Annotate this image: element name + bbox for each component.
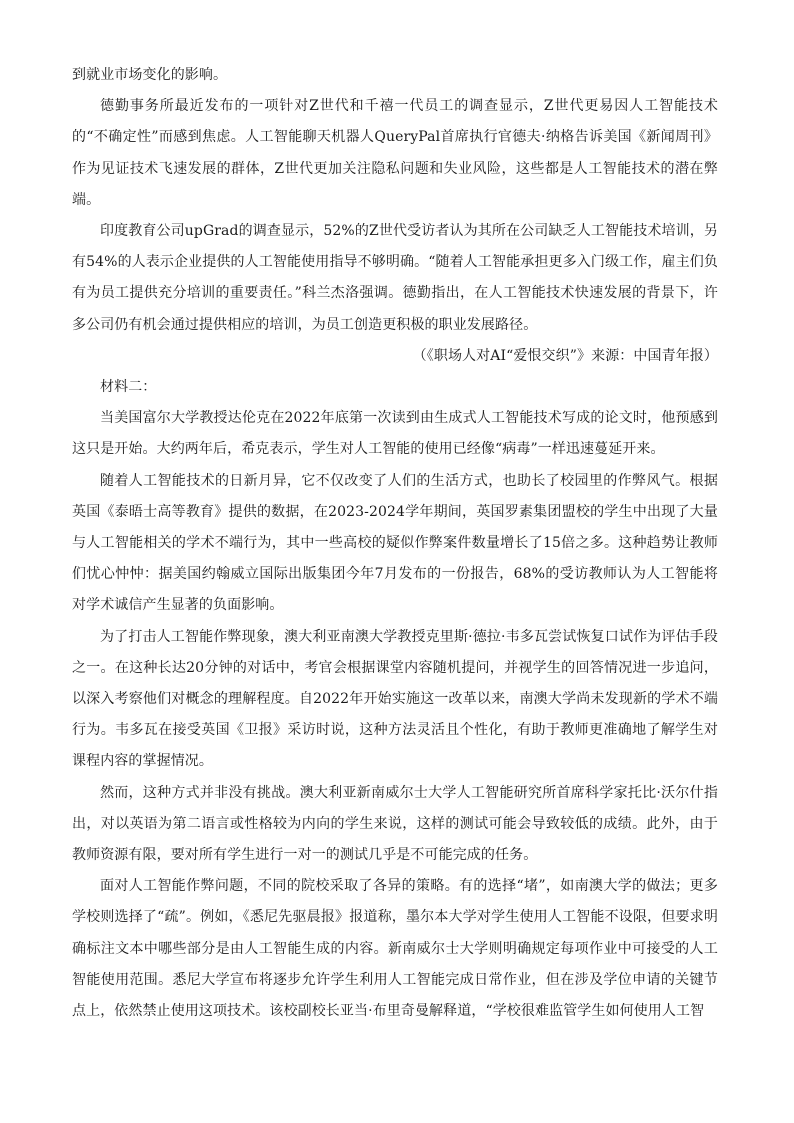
paragraph-0: 到就业市场变化的影响。 — [72, 67, 228, 83]
source-citation: （《职场人对AI“爱恨交织”》来源：中国青年报） — [412, 347, 718, 364]
paragraph-2: 印度教育公司upGrad的调查显示，52%的Z世代受访者认为其所在公司缺乏人工智能技术培训，另有54%的人表示企业提供的人工智能使用指导不够明确。“随着人工智能承担更多入门级工作，雇主们负有为员工提供充分培训的重要责任。”科兰杰洛强调。德勤指出，在人工智能技术快速发展的背景下，许多公司仍有机会通过提供相应的培训，为员工创造更积极的职业发展路径。 — [72, 223, 718, 333]
paragraph-1: 德勤事务所最近发布的一项针对Z世代和千禧一代员工的调查显示，Z世代更易因人工智能技术的“不确定性”而感到焦虑。人工智能聊天机器人QueryPal首席执行官德夫·纳格告诉美国《新闻周刊》作为见证技术飞速发展的群体，Z世代更加关注隐私问题和失业风险，这些都是人工智能技术的潜在弊端。 — [72, 98, 718, 208]
paragraph-7: 然而，这种方式并非没有挑战。澳大利亚新南威尔士大学人工智能研究所首席科学家托比·沃尔什指出，对以英语为第二语言或性格较为内向的学生来说，这样的测试可能会导致较低的成绩。此外，由于教师资源有限，要对所有学生进行一对一的测试几乎是不可能完成的任务。 — [72, 784, 718, 864]
paragraph-8: 面对人工智能作弊问题，不同的院校采取了各异的策略。有的选择“堵”，如南澳大学的做法；更多学校则选择了“疏”。例如，《悉尼先驱晨报》报道称，墨尔本大学对学生使用人工智能不设限，但要求明确标注文本中哪些部分是由人工智能生成的内容。新南威尔士大学则明确规定每项作业中可接受的人工智能使用范围。悉尼大学宣布将逐步允许学生利用人工智能完成日常作业，但在涉及学位申请的关键节点上，依然禁止使用这项技术。该校副校长亚当·布里奇曼解释道，“学校很难监管学生如何使用人工智 — [72, 878, 718, 1020]
paragraph-5: 随着人工智能技术的日新月异，它不仅改变了人们的生活方式，也助长了校园里的作弊风气。根据英国《泰晤士高等教育》提供的数据，在2023-2024学年期间，英国罗素集团盟校的学生中出现了大量与人工智能相关的学术不端行为，其中一些高校的疑似作弊案件数量增长了15倍之多。这种趋势让教师们忧心忡忡：据美国约翰威立国际出版集团今年7月发布的一份报告，68%的受访教师认为人工智能将对学术诚信产生显著的负面影响。 — [72, 472, 718, 614]
section-heading-material-two: 材料二： — [100, 379, 157, 396]
paragraph-6: 为了打击人工智能作弊现象，澳大利亚南澳大学教授克里斯·德拉·韦多瓦尝试恢复口试作为评估手段之一。在这种长达20分钟的对话中，考官会根据课堂内容随机提问，并视学生的回答情况进一步追问，以深入考察他们对概念的理解程度。自2022年开始实施这一改革以来，南澳大学尚未发现新的学术不端行为。韦多瓦在接受英国《卫报》采访时说，这种方法灵活且个性化，有助于教师更准确地了解学生对课程内容的掌握情况。 — [72, 628, 718, 770]
paragraph-4: 当美国富尔大学教授达伦克在2022年底第一次读到由生成式人工智能技术写成的论文时，他预感到这只是开始。大约两年后，希克表示，学生对人工智能的使用已经像“病毒”一样迅速蔓延开来。 — [72, 410, 718, 458]
document-page — [72, 60, 718, 1027]
